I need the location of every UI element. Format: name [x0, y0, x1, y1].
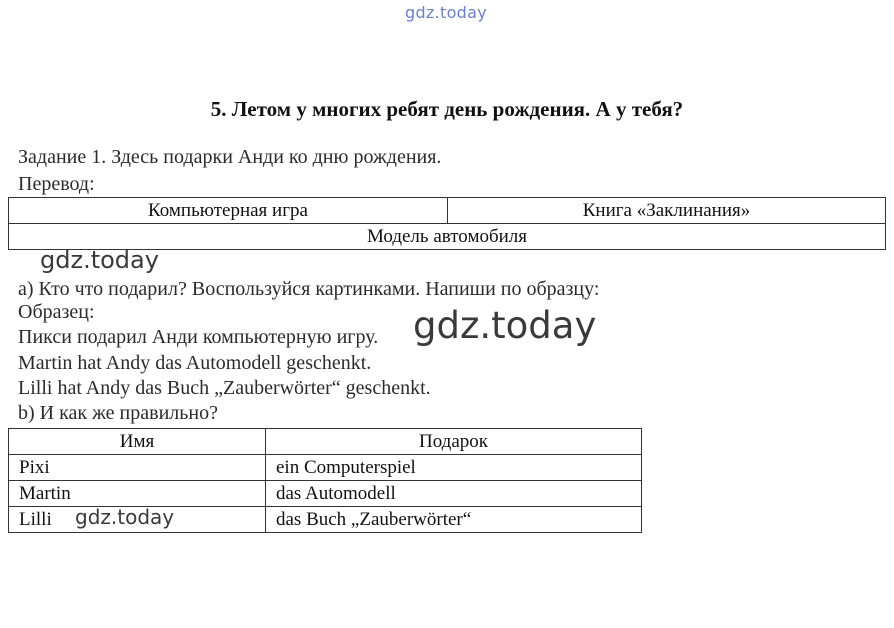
watermark-top: gdz.today [405, 3, 487, 22]
gift-cell: ein Computerspiel [266, 455, 642, 481]
sample-line: Пикси подарил Анди компьютерную игру. [18, 326, 379, 348]
question-a: а) Кто что подарил? Воспользуйся картинками. Напиши по образцу: [18, 278, 600, 300]
question-b: b) И как же правильно? [18, 402, 218, 424]
page-title: 5. Летом у многих ребят день рождения. А у тебя? [210, 97, 684, 121]
column-header: Имя [9, 429, 266, 455]
name-cell: Martin [9, 481, 266, 507]
translation-label: Перевод: [18, 173, 95, 195]
watermark: gdz.today [75, 505, 175, 529]
task-intro: Задание 1. Здесь подарки Анди ко дню рождения. [18, 146, 442, 168]
table-cell: Книга «Заклинания» [448, 198, 886, 224]
table-header-row [9, 429, 642, 455]
name-cell: Lilli [9, 507, 266, 533]
watermark: gdz.today [40, 246, 159, 274]
sample-line: Martin hat Andy das Automodell geschenkt. [18, 352, 372, 374]
watermark: gdz.today [413, 304, 597, 347]
table-cell: Компьютерная игра [9, 198, 448, 224]
sample-line: Lilli hat Andy das Buch „Zauberwörter“ geschenkt. [18, 377, 431, 399]
table-row [9, 198, 886, 224]
table-row [9, 481, 642, 507]
sample-label: Образец: [18, 301, 95, 323]
table-cell: Модель автомобиля [9, 224, 886, 250]
gifts-table [8, 197, 886, 250]
name-cell: Pixi [9, 455, 266, 481]
table-row [9, 455, 642, 481]
gift-cell: das Automodell [266, 481, 642, 507]
column-header: Подарок [266, 429, 642, 455]
gift-cell: das Buch „Zauberwörter“ [266, 507, 642, 533]
